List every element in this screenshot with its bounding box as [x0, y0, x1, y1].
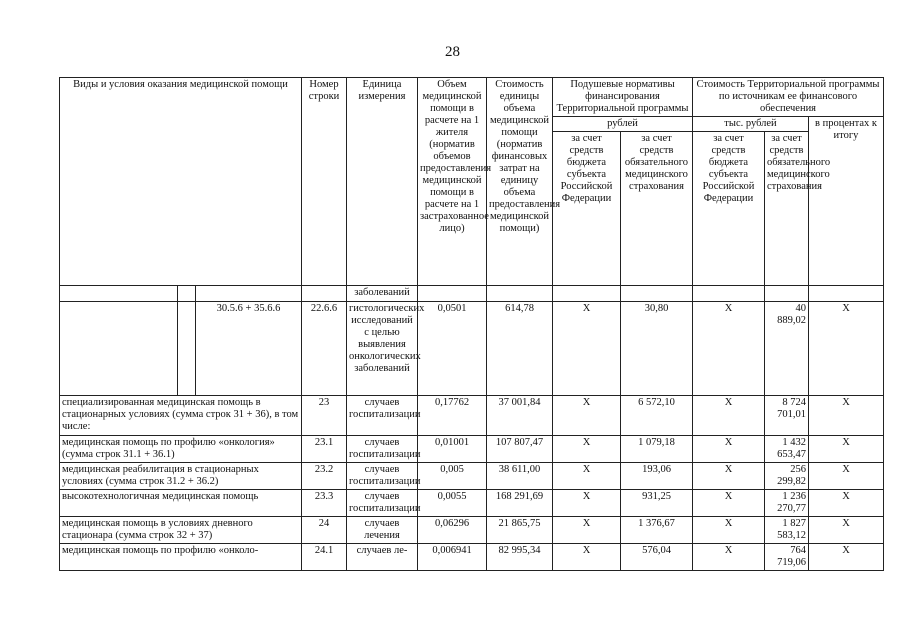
cell-row-no: 23.2 [302, 463, 347, 490]
cell-oms-total: 8 724 701,01 [765, 396, 809, 436]
header-per-capita: Подушевые нормативы финансирования Территориальной программы [553, 78, 693, 117]
cell-percent: Х [809, 517, 884, 544]
table-row [60, 436, 884, 463]
cell-kind-empty [60, 302, 178, 396]
cell-budget-total: Х [693, 436, 765, 463]
cell-oms-total: 40 889,02 [765, 302, 809, 396]
cell-cost: 21 865,75 [487, 517, 553, 544]
cell-percent [809, 286, 884, 302]
header-sub-budget: за счет средств бюджета субъекта Российской Федерации [553, 132, 621, 286]
cell-oms: 1 376,67 [621, 517, 693, 544]
cell-percent: Х [809, 490, 884, 517]
cell-cost: 37 001,84 [487, 396, 553, 436]
cell-budget: Х [553, 544, 621, 571]
header-total: Стоимость Территориальной программы по источникам ее финансового обеспечения [693, 78, 884, 117]
cell-oms: 6 572,10 [621, 396, 693, 436]
cell-cost: 82 995,34 [487, 544, 553, 571]
header-sub-budget-total: за счет средств бюджета субъекта Российской Федерации [693, 132, 765, 286]
cell-unit: заболеваний [347, 286, 418, 302]
cell-unit: гистологических исследований с целью выявления онкологических заболеваний [347, 302, 418, 396]
cell-spacer [178, 286, 196, 302]
cell-volume: 0,006941 [418, 544, 487, 571]
cell-oms-total: 256 299,82 [765, 463, 809, 490]
header-sub-oms-total: за счет средств обязательного медицинского страхования [765, 132, 809, 286]
header-volume: Объем медицинской помощи в расчете на 1 жителя (норматив объемов предоставления медицинской помощи в расчете на 1 застрахованное лицо) [418, 78, 487, 286]
header-cost: Стоимость единицы объема медицинской помощи (норматив финансовых затрат на единицу объема предоставления медицинской помощи) [487, 78, 553, 286]
cell-kind: высокотехнологичная медицинская помощь [60, 490, 302, 517]
cell-volume: 0,01001 [418, 436, 487, 463]
cell-volume: 0,0501 [418, 302, 487, 396]
cell-row-no: 24.1 [302, 544, 347, 571]
table-row [60, 517, 884, 544]
cell-kind: специализированная медицинская помощь в стационарных условиях (сумма строк 31 + 36), в том числе: [60, 396, 302, 436]
cell-budget: Х [553, 396, 621, 436]
header-kind: Виды и условия оказания медицинской помощи [60, 78, 302, 286]
cell-budget: Х [553, 463, 621, 490]
header-percent: в процентах к итогу [809, 117, 884, 286]
cell-oms: 931,25 [621, 490, 693, 517]
cell-unit: случаев госпитализации [347, 463, 418, 490]
cell-budget-total: Х [693, 396, 765, 436]
cell-budget: Х [553, 436, 621, 463]
cell-budget-total: Х [693, 463, 765, 490]
cell-row-no: 23.3 [302, 490, 347, 517]
cell-unit: случаев госпитализации [347, 396, 418, 436]
header-unit: Единица измерения [347, 78, 418, 286]
cell-kind: медицинская реабилитация в стационарных условиях (сумма строк 31.2 + 36.2) [60, 463, 302, 490]
cell-percent: Х [809, 544, 884, 571]
header-row-no: Номер строки [302, 78, 347, 286]
cell-volume [418, 286, 487, 302]
cell-unit: случаев госпитализации [347, 490, 418, 517]
page-number: 28 [445, 44, 460, 60]
cell-oms: 576,04 [621, 544, 693, 571]
cell-cost: 168 291,69 [487, 490, 553, 517]
cell-formula: 30.5.6 + 35.6.6 [196, 302, 302, 396]
cell-row-no: 22.6.6 [302, 302, 347, 396]
cell-oms-total: 1 432 653,47 [765, 436, 809, 463]
cell-volume: 0,06296 [418, 517, 487, 544]
cell-oms-total [765, 286, 809, 302]
cell-row-no: 23.1 [302, 436, 347, 463]
cell-formula [196, 286, 302, 302]
cell-budget-total [693, 286, 765, 302]
cell-budget: Х [553, 517, 621, 544]
cell-oms-total: 1 827 583,12 [765, 517, 809, 544]
cell-oms: 193,06 [621, 463, 693, 490]
cell-oms: 30,80 [621, 302, 693, 396]
cell-budget: Х [553, 490, 621, 517]
cell-budget-total: Х [693, 544, 765, 571]
cell-budget-total: Х [693, 517, 765, 544]
cell-kind-empty [60, 286, 178, 302]
cell-oms-total: 764 719,06 [765, 544, 809, 571]
table-row [60, 490, 884, 517]
cell-unit: случаев лечения [347, 517, 418, 544]
cell-row-no: 24 [302, 517, 347, 544]
cell-oms-total: 1 236 270,77 [765, 490, 809, 517]
cell-kind: медицинская помощь в условиях дневного стационара (сумма строк 32 + 37) [60, 517, 302, 544]
table-row [60, 544, 884, 571]
cell-cost: 107 807,47 [487, 436, 553, 463]
cell-row-no: 23 [302, 396, 347, 436]
cell-percent: Х [809, 396, 884, 436]
cell-volume: 0,17762 [418, 396, 487, 436]
header-total-unit: тыс. рублей [693, 117, 809, 132]
table-row [60, 463, 884, 490]
medical-care-table [59, 77, 884, 571]
table-row [60, 302, 884, 396]
cell-row-no [302, 286, 347, 302]
cell-kind: медицинская помощь по профилю «онколо- [60, 544, 302, 571]
cell-unit: случаев госпитализации [347, 436, 418, 463]
cell-cost [487, 286, 553, 302]
cell-unit: случаев ле- [347, 544, 418, 571]
cell-oms [621, 286, 693, 302]
cell-oms: 1 079,18 [621, 436, 693, 463]
cell-budget [553, 286, 621, 302]
cell-volume: 0,0055 [418, 490, 487, 517]
header-per-capita-unit: рублей [553, 117, 693, 132]
cell-percent: Х [809, 436, 884, 463]
cell-kind: медицинская помощь по профилю «онкология» (сумма строк 31.1 + 36.1) [60, 436, 302, 463]
table-row [60, 286, 884, 302]
cell-percent: Х [809, 463, 884, 490]
cell-budget-total: Х [693, 490, 765, 517]
cell-spacer [178, 302, 196, 396]
cell-cost: 38 611,00 [487, 463, 553, 490]
cell-budget: Х [553, 302, 621, 396]
cell-budget-total: Х [693, 302, 765, 396]
cell-volume: 0,005 [418, 463, 487, 490]
cell-cost: 614,78 [487, 302, 553, 396]
cell-percent: Х [809, 302, 884, 396]
table-row [60, 396, 884, 436]
header-sub-oms: за счет средств обязательного медицинского страхования [621, 132, 693, 286]
